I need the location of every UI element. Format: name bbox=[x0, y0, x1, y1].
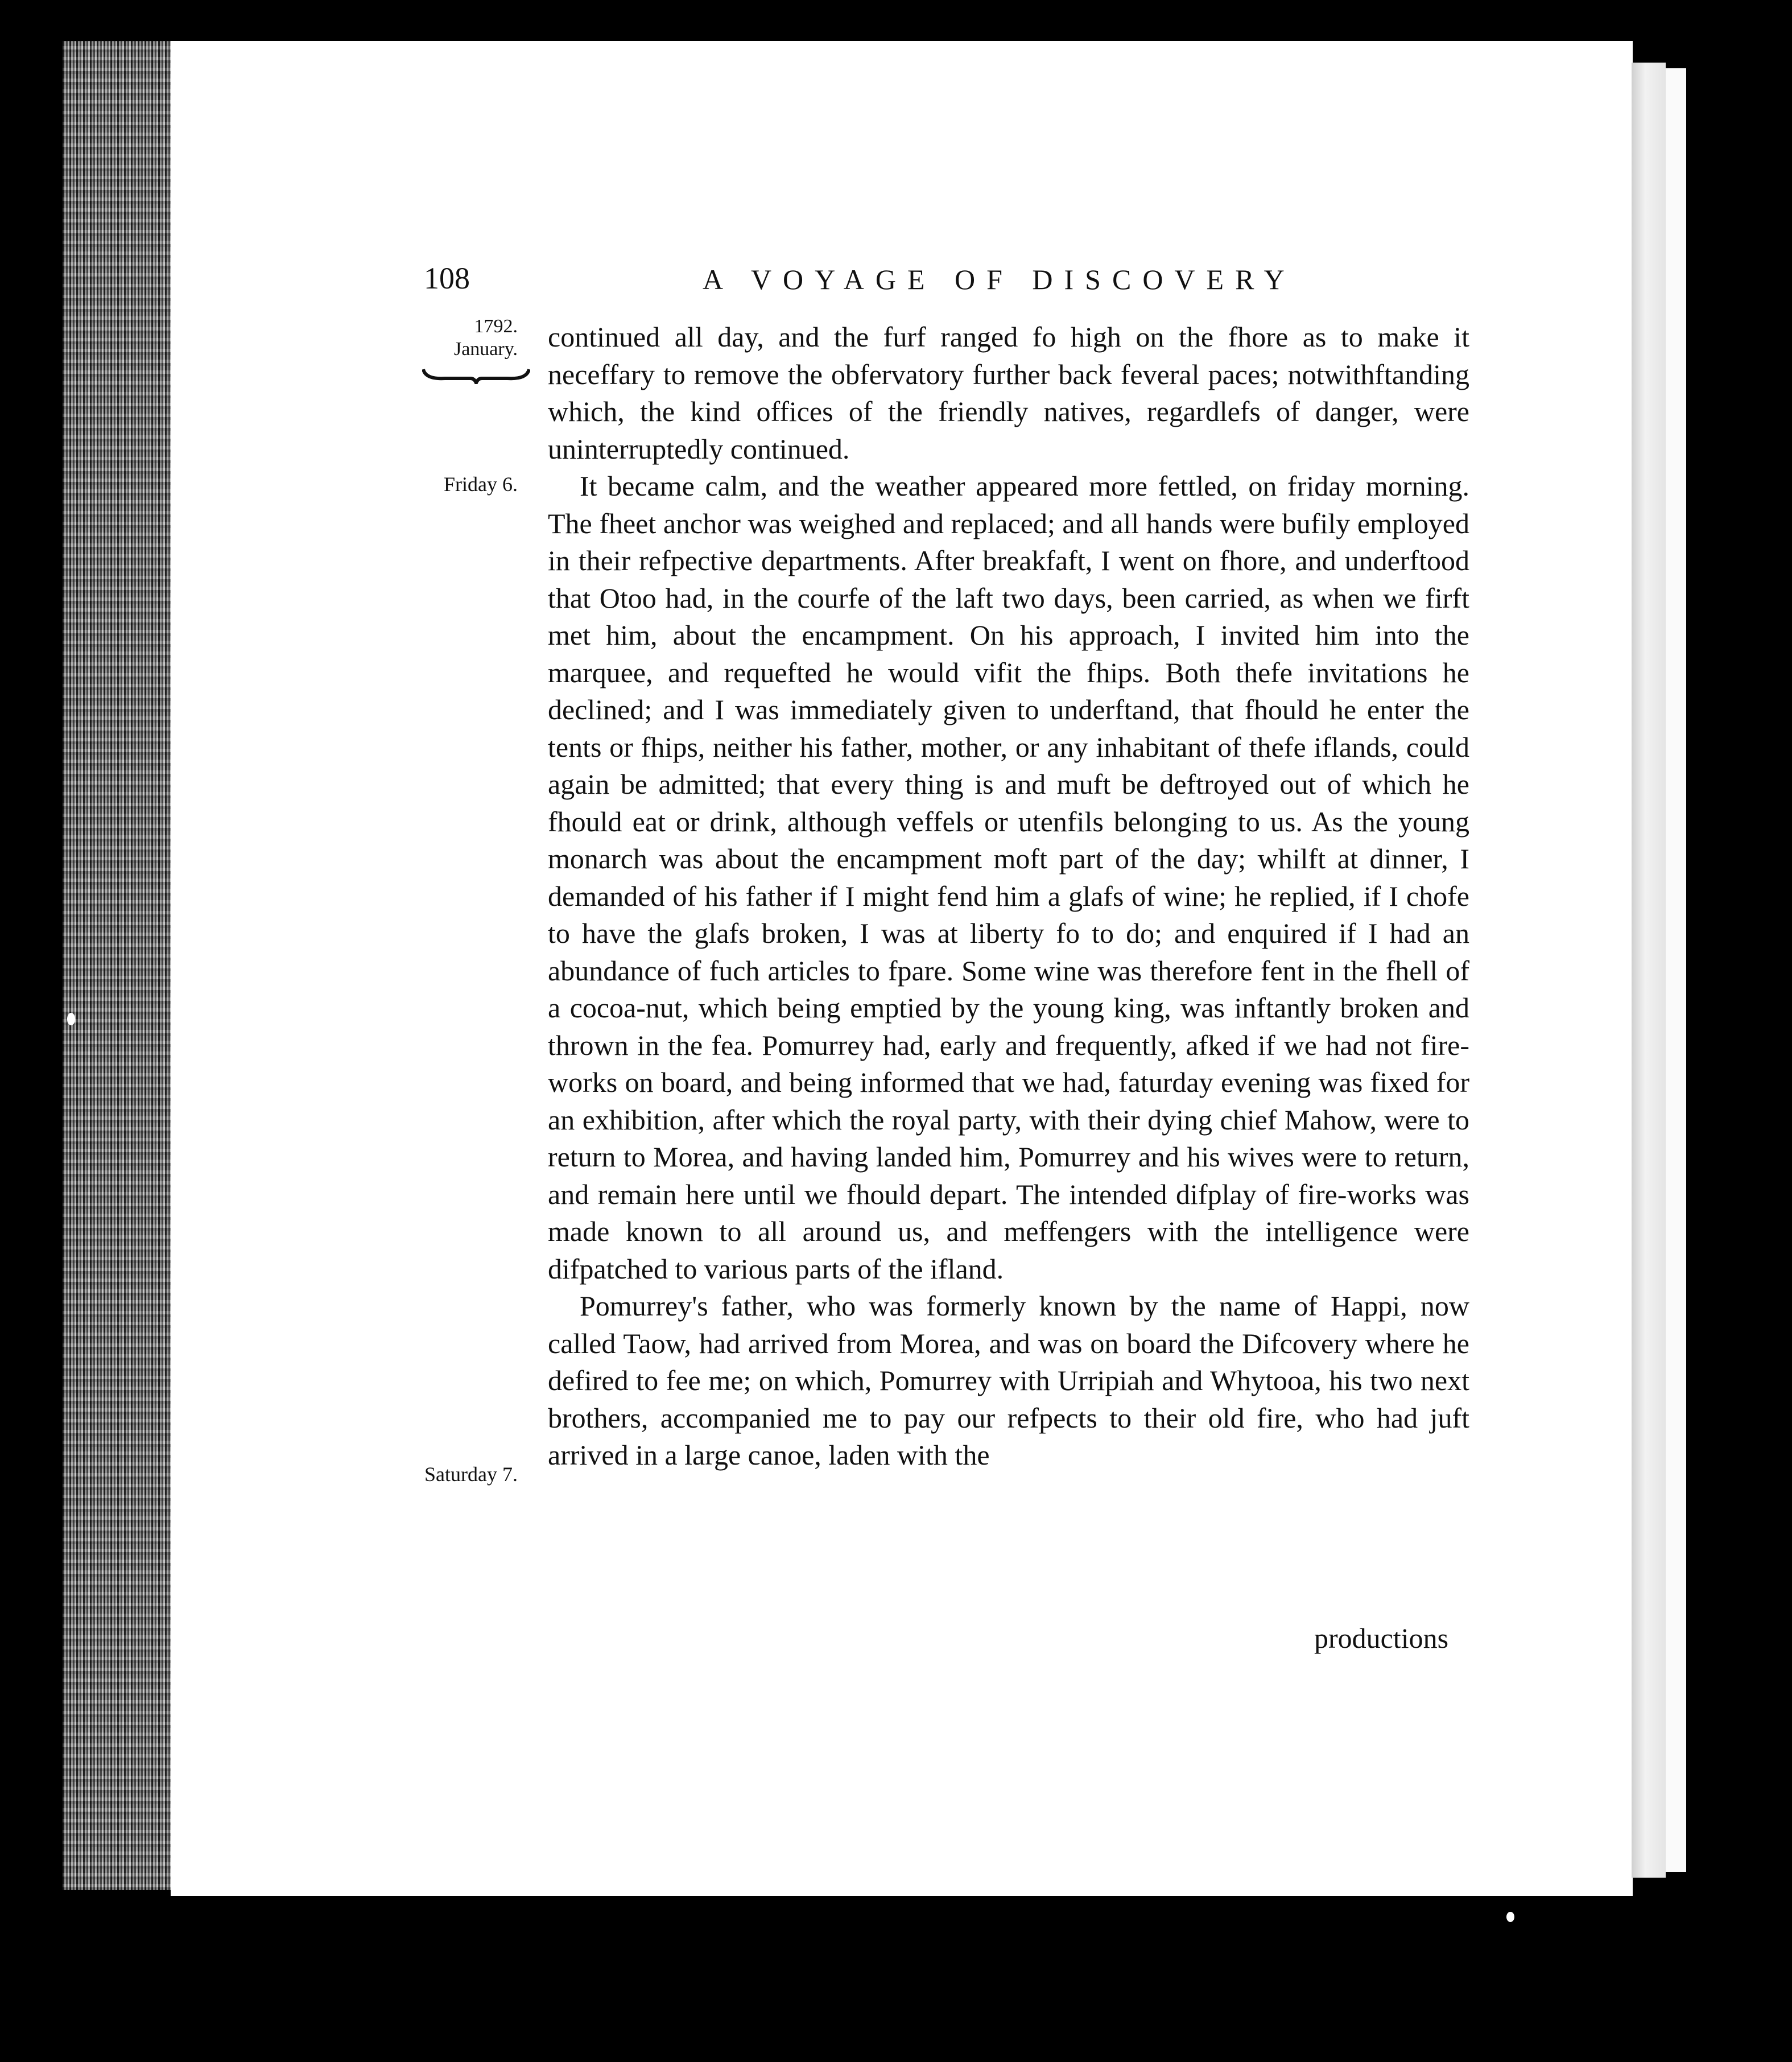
margin-month: January. bbox=[453, 339, 518, 360]
paragraph-saturday: Pomurrey's father, who was formerly known by the name of Happi, now called Taow, had arrived from Morea, and was on board the Difcovery where he defired to fee me; on which, Pomurrey with Urripiah and Whytooa, his two next brothers, accompanied me to pay our refpects to their old fire, who had juft arrived in a large canoe, laden with the bbox=[548, 1290, 1469, 1471]
running-title: A VOYAGE OF DISCOVERY bbox=[703, 263, 1296, 295]
scan-artifact-dot bbox=[67, 1013, 75, 1025]
scan-artifact-dot bbox=[1506, 1912, 1514, 1922]
page-number: 108 bbox=[424, 261, 470, 295]
paragraph-continued: continued all day, and the furf ranged fo high on the fhore as to make it neceffary to remove the obfervatory further back feveral paces; notwithftanding which, the kind offices of the friendly natives, regardlefs of danger, were uninterruptedly continued. bbox=[548, 321, 1469, 465]
margin-date-friday: Friday 6. bbox=[444, 473, 518, 496]
body-text bbox=[548, 319, 1469, 1474]
margin-date-saturday: Saturday 7. bbox=[424, 1463, 518, 1486]
margin-brace bbox=[422, 367, 530, 384]
facing-page-strip bbox=[1666, 68, 1686, 1872]
running-head bbox=[424, 261, 1562, 312]
facing-page-edge bbox=[1632, 63, 1666, 1878]
margin-year: 1792. bbox=[474, 316, 518, 337]
paragraph-friday: It became calm, and the weather appeared more fettled, on friday morning. The fheet anchor was weighed and replaced; and all hands were bufily employed in their refpective departments. After breakfaft, I went on fhore, and underftood that Otoo had, in the courfe of the laft two days, been carried, as when we firft met him, about the encampment. On his approach, I invited him into the marquee, and requefted he would vifit the fhips. Both thefe invitations he declined; and I was immediately given to underftand, that fhould he enter the tents or fhips, neither his father, mother, or any inhabitant of thefe iflands, could again be admitted; that every thing is and muft be deftroyed out of which he fhould eat or drink, although veffels or utenfils belonging to us. As the young monarch was about the encampment moft part of the day; whilft at dinner, I demanded of his father if I might fend him a glafs of wine; he replied, if I chofe to have the glafs broken, I was at liberty fo to do; and enquired if I had an abundance of fuch articles to fpare. Some wine was therefore fent in the fhell of a cocoa-nut, which being emptied by the young king, was inftantly broken and thrown in the fea. Pomurrey had, early and frequently, afked if we had not fire-works on board, and being informed that we had, faturday evening was fixed for an exhibition, after which the royal party, with their dying chief Mahow, were to return to Morea, and having landed him, Pomurrey and his wives were to return, and remain here until we fhould depart. The intended difplay of fire-works was made known to all around us, and meffengers with the intelligence were difpatched to various parts of the ifland. bbox=[548, 470, 1469, 1285]
book-gutter-shading bbox=[63, 41, 176, 1890]
catchword: productions bbox=[1314, 1622, 1449, 1654]
